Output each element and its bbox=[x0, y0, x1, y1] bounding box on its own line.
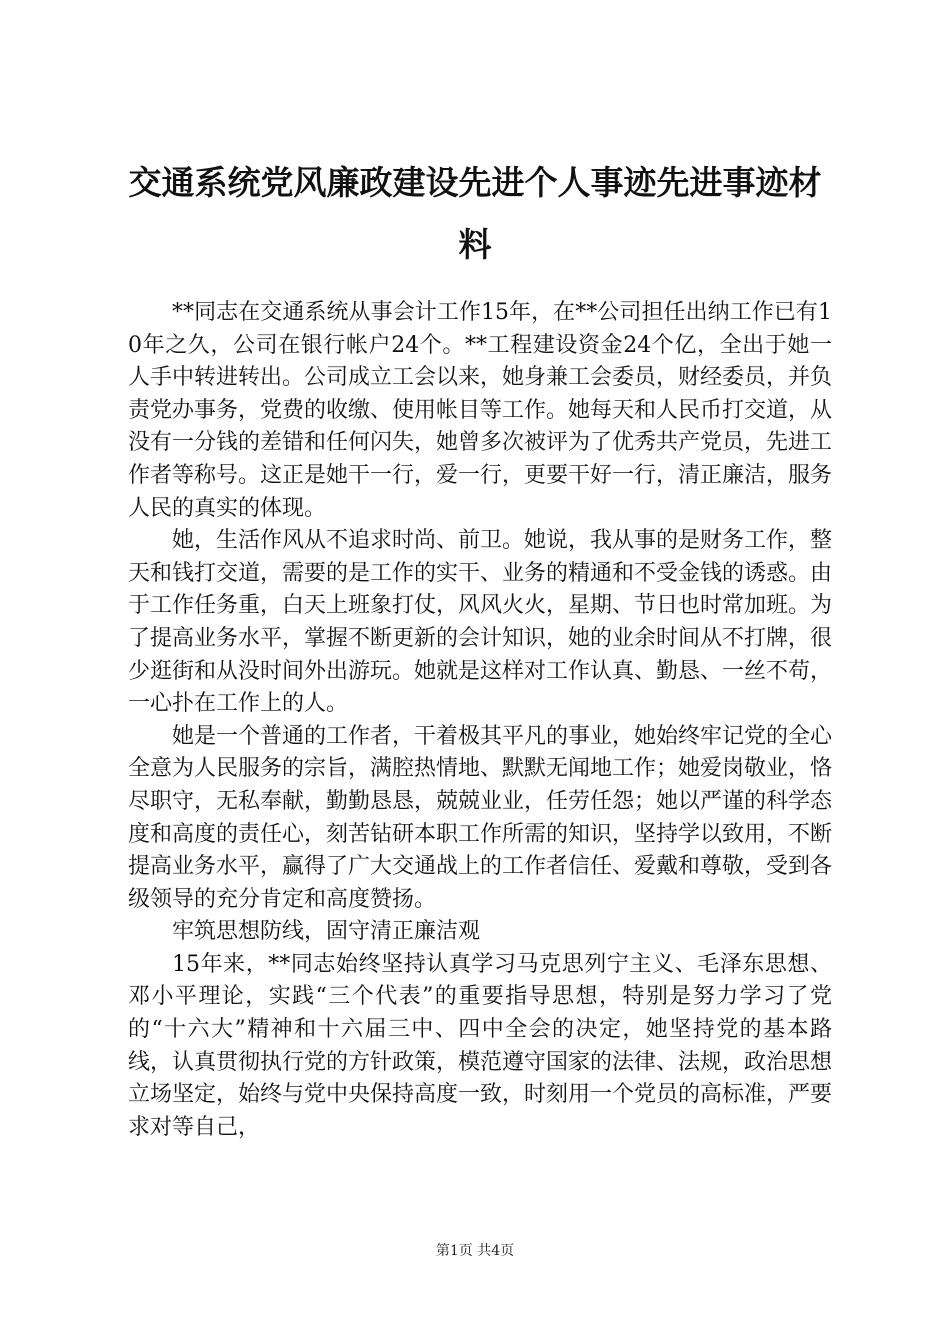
page-footer: 第1页 共4页 bbox=[435, 1243, 515, 1259]
paragraph-1: **同志在交通系统从事会计工作15年，在**公司担任出纳工作已有10年之久，公司在银行帐户24个。**工程建设资金24个亿，全出于她一人手中转进转出。公司成立工会以来，她身兼工会委员，财经委员，并负责党办事务，党费的收缴、使用帐目等工作。她每天和人民币打交道，从没有一分钱的差错和任何闪失，她曾多次被评为了优秀共产党员，先进工作者等称号。这正是她干一行，爱一行，更要干好一行，清正廉洁，服务人民的真实的体现。 bbox=[128, 300, 833, 521]
document-body bbox=[128, 297, 832, 1144]
paragraph-4: 15年来，**同志始终坚持认真学习马克思列宁主义、毛泽东思想、邓小平理论，实践“三个代表”的重要指导思想，特别是努力学习了党的“十六大”精神和十六届三中、四中全会的决定，她坚持党的基本路线，认真贯彻执行党的方针政策，模范遵守国家的法律、法规，政治思想立场坚定，始终与党中央保持高度一致，时刻用一个党员的高标准，严要求对等自己， bbox=[128, 951, 833, 1140]
paragraph-2: 她，生活作风从不追求时尚、前卫。她说，我从事的是财务工作，整天和钱打交道，需要的是工作的实干、业务的精通和不受金钱的诱惑。由于工作任务重，白天上班象打仗，风风火火，星期、节日也时常加班。为了提高业务水平，掌握不断更新的会计知识，她的业余时间从不打牌，很少逛街和从没时间外出游玩。她就是这样对工作认真、勤恳、一丝不苟，一心扑在工作上的人。 bbox=[128, 528, 833, 717]
section-heading: 牢筑思想防线，固守清正廉洁观 bbox=[172, 919, 481, 945]
paragraph-3: 她是一个普通的工作者，干着极其平凡的事业，她始终牢记党的全心全意为人民服务的宗旨，满腔热情地、默默无闻地工作；她爱岗敬业，恪尽职守，无私奉献，勤勤恳恳，兢兢业业，任劳任怨；她以严谨的科学态度和高度的责任心，刻苦钻研本职工作所需的知识，坚持学以致用，不断提高业务水平，赢得了广大交通战上的工作者信任、爱戴和尊敬，受到各级领导的充分肯定和高度赞扬。 bbox=[128, 723, 833, 912]
document-title: 交通系统党风廉政建设先进个人事迹先进事迹材料 bbox=[128, 163, 822, 264]
